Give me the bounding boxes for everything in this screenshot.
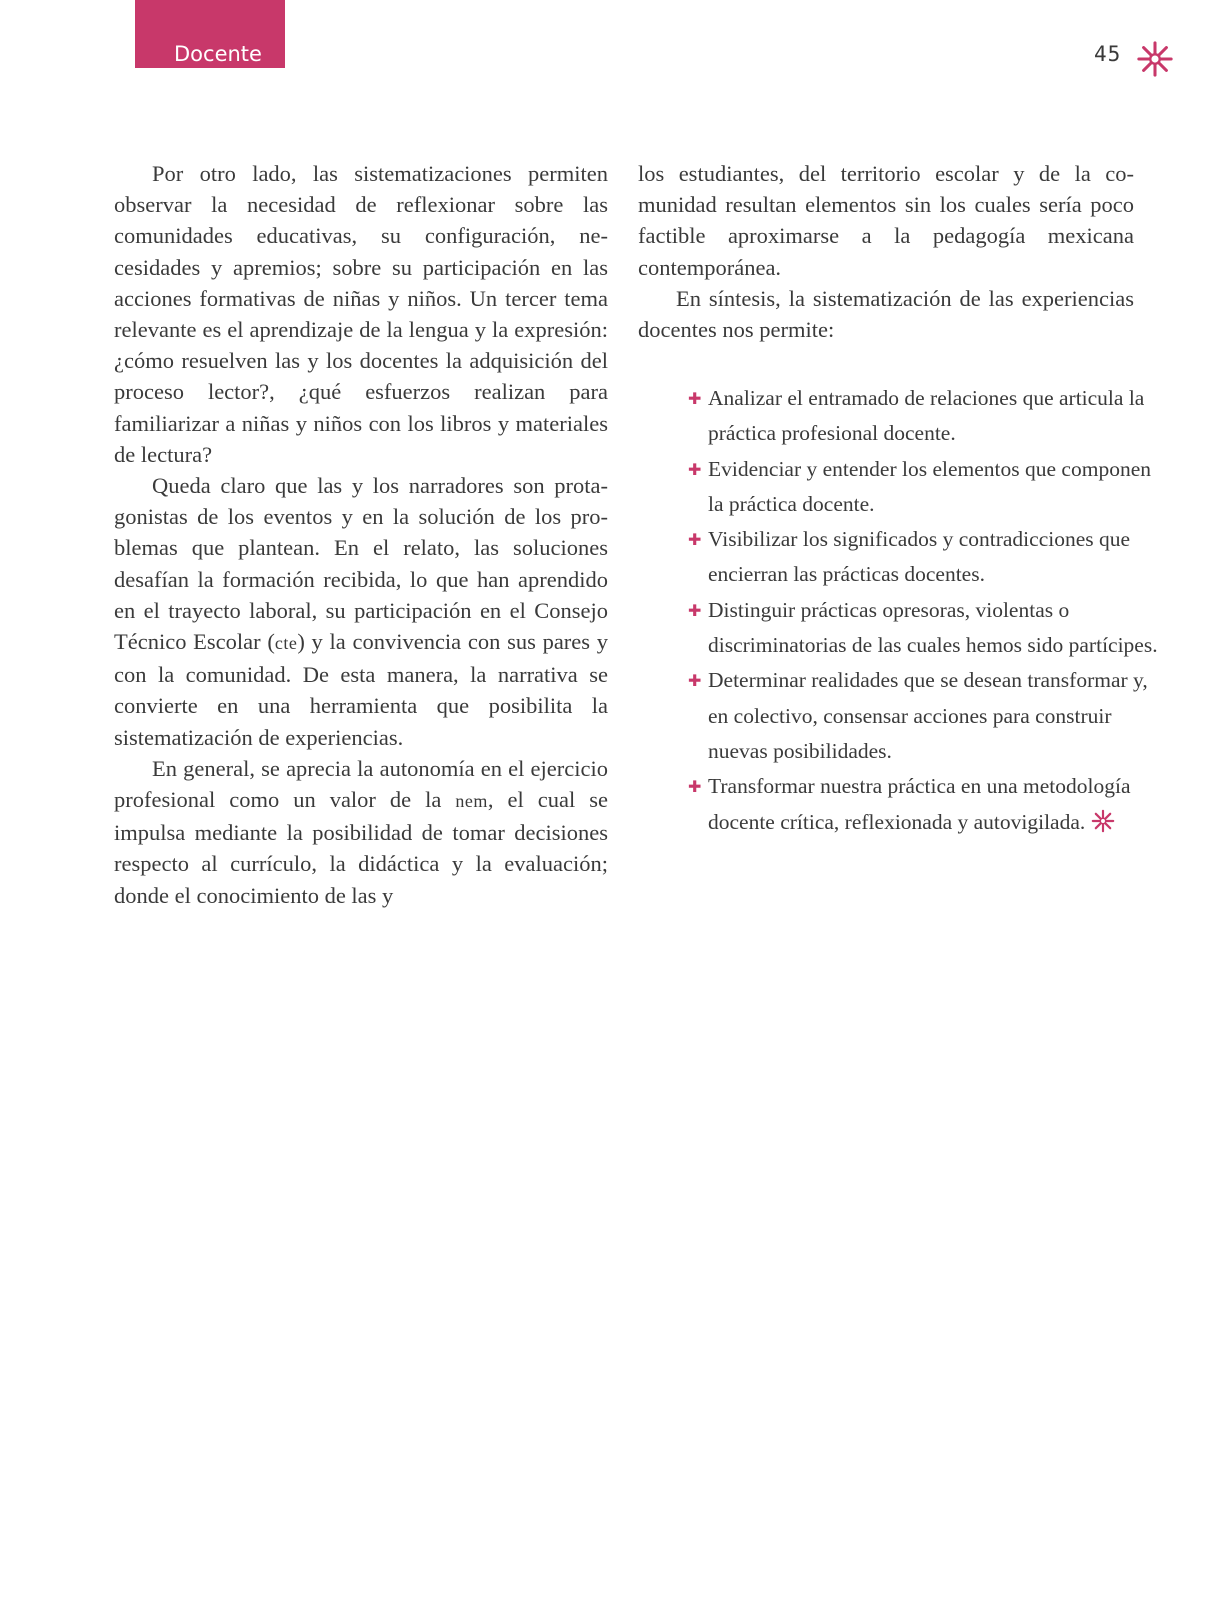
page-number: 45 <box>1094 42 1122 66</box>
left-paragraph-3: En general, se aprecia la autonomía en el ejercicio profesional como un valor de la nem, el cual se impulsa mediante la posibilidad de tomar decisiones respecto al currículo, la didáctica y la evaluación; donde el conocimiento de las y <box>114 755 608 908</box>
list-item: ✚ Distinguir prácticas opresoras, violentas o discriminatorias de las cuales hemos sido partícipes. <box>688 593 1158 664</box>
bullet-list <box>688 381 1158 840</box>
pink-cross-bullet-icon: ✚ <box>688 389 702 408</box>
pink-cross-bullet-icon: ✚ <box>688 459 702 479</box>
section-tab-label: Docente <box>174 42 262 66</box>
abbreviation-cte: cte <box>274 633 298 654</box>
right-column <box>638 158 1134 345</box>
pink-cross-bullet-icon: ✚ <box>688 600 702 620</box>
right-paragraph-2: En síntesis, la sistematización de las experiencias docentes nos permite: <box>638 285 1134 343</box>
left-paragraph-2: Queda claro que las y los narradores son protagonistas de los eventos y en la solución de los problemas que plantean. En el relato, las soluciones desafían la formación recibida, lo que han aprendido en el trayecto laboral, su participación en el Consejo Técnico Escolar (cte) y la convivencia con sus pares y con la comunidad. De esta manera, la narrativa se convierte en una herramienta que posibilita la sistematización de experiencias. <box>114 473 609 750</box>
list-item: ✚ Visibilizar los significados y contradicciones que encierran las prácticas docentes. <box>688 522 1158 593</box>
list-item: ✚ Transformar nuestra práctica en una metodología docente crítica, reflexionada y autovigilada. <box>688 769 1158 840</box>
left-paragraph-1: Por otro lado, las sistematizaciones permiten observar la necesidad de reflexionar sobre las comunidades educativas, su configuración, necesidades y apremios; sobre su participación en las acciones formativas de niñas y niños. Un tercer tema relevante es el aprendizaje de la lengua y la expresión: ¿cómo resuelven las y los docentes la adquisición del proceso lector?, ¿qué esfuerzos realizan para familiarizar a niñas y niños con los libros y materiales de lectura? <box>114 161 608 467</box>
asterisk-flower-icon <box>1136 40 1174 78</box>
pink-cross-bullet-icon: ✚ <box>688 671 702 691</box>
pink-cross-bullet-icon: ✚ <box>688 777 702 797</box>
list-item: ✚ Analizar el entramado de relaciones que articula la práctica profesional docente. <box>688 381 1158 452</box>
list-item: ✚ Determinar realidades que se desean transformar y, en colectivo, consensar acciones para construir nuevas posibilidades. <box>688 663 1158 769</box>
section-tab <box>135 0 285 68</box>
left-column <box>114 158 608 911</box>
abbreviation-nem: nem <box>455 791 488 812</box>
list-item: ✚ Evidenciar y entender los elementos que componen la práctica docente. <box>688 452 1158 523</box>
pink-cross-bullet-icon: ✚ <box>688 530 702 550</box>
right-paragraph-1: los estudiantes, del territorio escolar y de la comunidad resultan elementos sin los cuales sería poco factible aproximarse a la pedagogía mexicana contemporánea. <box>638 161 1134 280</box>
asterisk-flower-icon <box>1091 809 1115 833</box>
